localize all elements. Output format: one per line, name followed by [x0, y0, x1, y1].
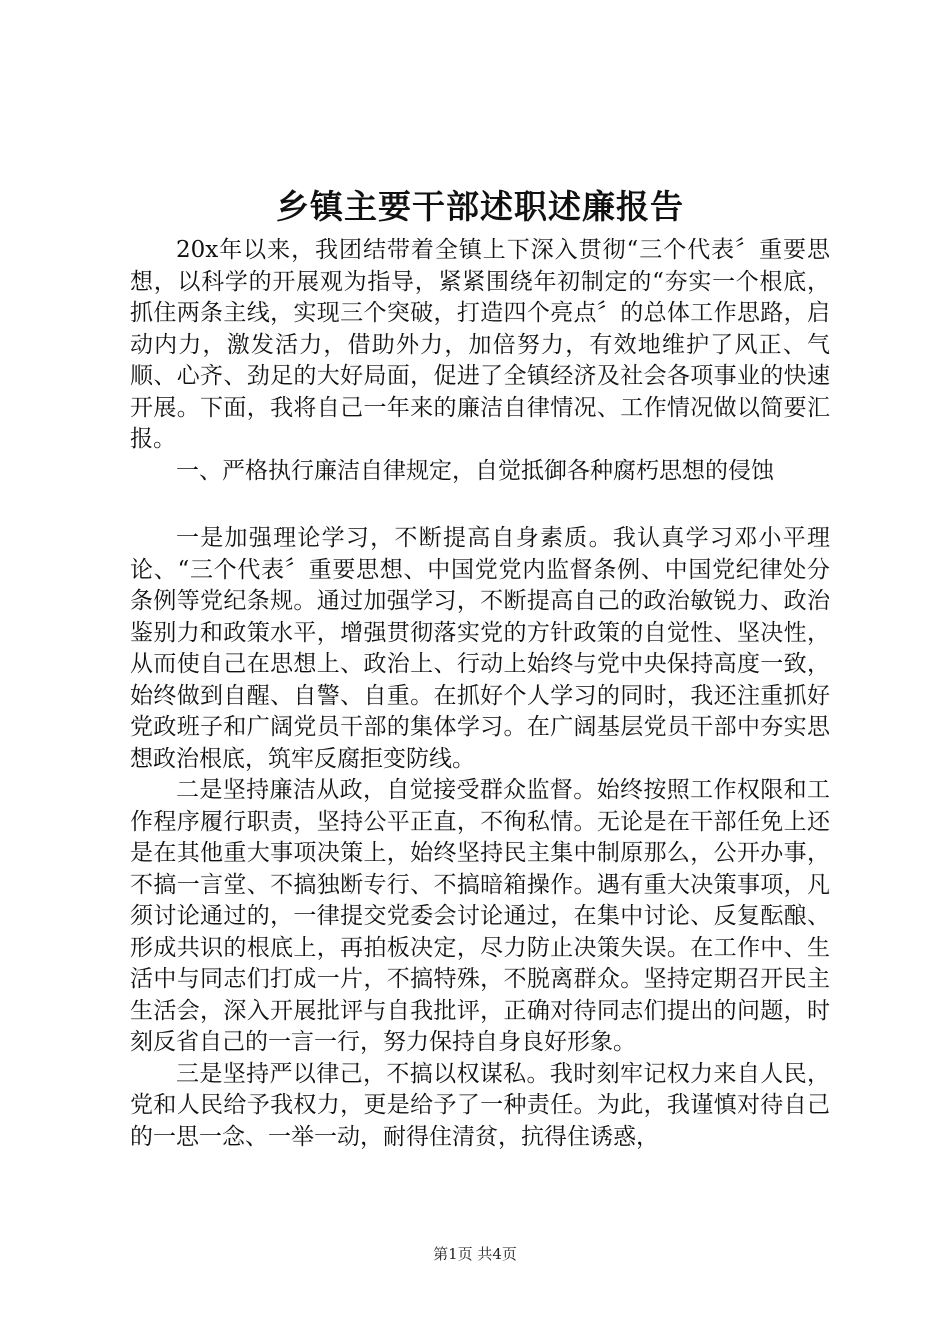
page-number-footer: 第1页 共4页	[433, 1245, 517, 1263]
document-page	[130, 185, 830, 1153]
paragraph-point-2: 二是坚持廉洁从政，自觉接受群众监督。始终按照工作权限和工作程序履行职责，坚持公平正直，不徇私情。无论是在干部任免上还是在其他重大事项决策上，始终坚持民主集中制原那么，公开办事，不搞一言堂、不搞独断专行、不搞暗箱操作。遇有重大决策事项，凡须讨论通过的，一律提交党委会讨论通过，在集中讨论、反复酝酿、形成共识的根底上，再拍板决定，尽力防止决策失误。在工作中、生活中与同志们打成一片，不搞特殊，不脱离群众。坚持定期召开民主生活会，深入开展批评与自我批评，正确对待同志们提出的问题，时刻反省自己的一言一行，努力保持自身良好形象。	[130, 777, 830, 1055]
paragraph-point-3: 三是坚持严以律己，不搞以权谋私。我时刻牢记权力来自人民，党和人民给予我权力，更是给予了一种责任。为此，我谨慎对待自己的一思一念、一举一动，耐得住清贫，抗得住诱惑，	[130, 1060, 830, 1150]
paragraph-intro: 20x年以来，我团结带着全镇上下深入贯彻“三个代表〞重要思想，以科学的开展观为指导，紧紧围绕年初制定的“夯实一个根底，抓住两条主线，实现三个突破，打造四个亮点〞的总体工作思路，启动内力，激发活力，借助外力，加倍努力，有效地维护了风正、气顺、心齐、劲足的大好局面，促进了全镇经济及社会各项事业的快速开展。下面，我将自己一年来的廉洁自律情况、工作情况做以简要汇报。	[130, 237, 830, 452]
document-title: 乡镇主要干部述职述廉报告	[276, 187, 684, 226]
paragraph-point-1: 一是加强理论学习，不断提高自身素质。我认真学习邓小平理论、“三个代表〞重要思想、中国党党内监督条例、中国党纪律处分条例等党纪条规。通过加强学习，不断提高自己的政治敏锐力、政治鉴别力和政策水平，增强贯彻落实党的方针政策的自觉性、坚决性，从而使自己在思想上、政治上、行动上始终与党中央保持高度一致，始终做到自醒、自警、自重。在抓好个人学习的同时，我还注重抓好党政班子和广阔党员干部的集体学习。在广阔基层党员干部中夯实思想政治根底，筑牢反腐拒变防线。	[130, 525, 830, 772]
section-heading-1: 一、严格执行廉洁自律规定，自觉抵御各种腐朽思想的侵蚀	[176, 457, 774, 484]
